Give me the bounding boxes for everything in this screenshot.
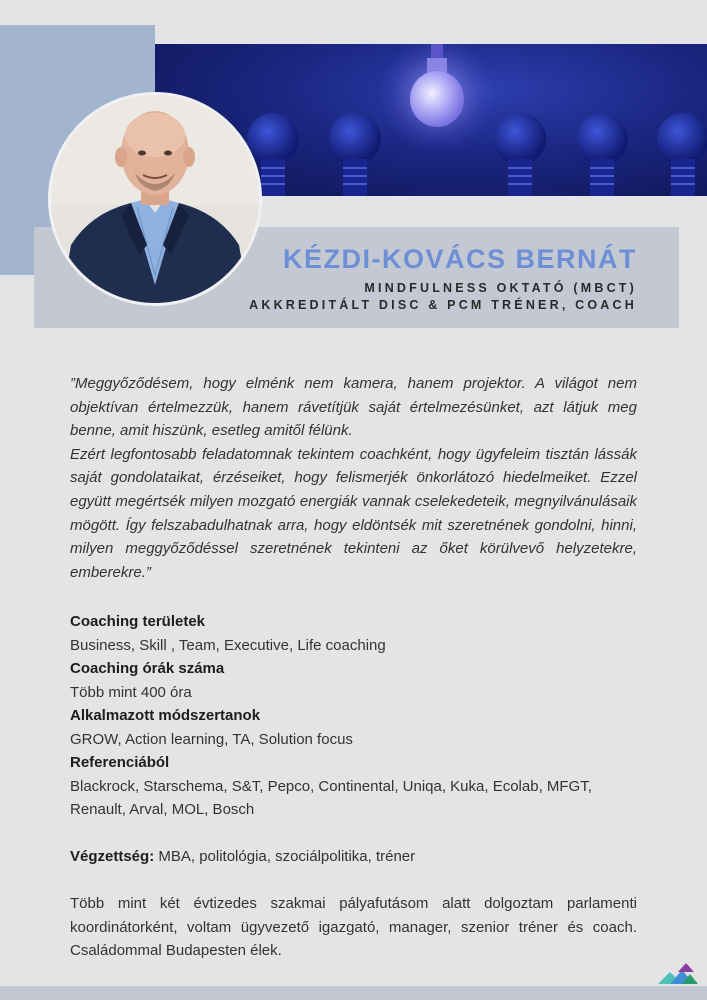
- main-content: [70, 372, 637, 963]
- avatar: [48, 92, 262, 306]
- footer-bar: [0, 986, 707, 1000]
- education-label: Végzettség:: [70, 847, 155, 865]
- areas-value: Business, Skill , Team, Executive, Life coaching: [70, 636, 386, 654]
- education-value: MBA, politológia, szociálpolitika, tréner: [154, 847, 416, 865]
- areas-heading: Coaching területek: [70, 613, 206, 631]
- methods-value: GROW, Action learning, TA, Solution focus: [70, 730, 353, 748]
- quote-block: [70, 372, 637, 584]
- references-heading: Referenciából: [70, 754, 170, 772]
- bulb-5-icon: [657, 113, 707, 196]
- quote-paragraph-1: ”Meggyőződésem, hogy elménk nem kamera, hanem projektor. A világot nem objektívan értelmezzük, hanem rávetítjük saját értelmezésünket, azt látjuk meg benne, amit hiszünk, esetleg amitől félünk.: [70, 375, 637, 440]
- subtitle-line-1: MINDFULNESS OKTATÓ (MBCT): [364, 281, 637, 295]
- bulb-2-icon: [329, 113, 381, 196]
- methods-heading: Alkalmazott módszertanok: [70, 707, 261, 725]
- person-name: KÉZDI-KOVÁCS BERNÁT: [282, 244, 637, 274]
- brand-logo-icon: [656, 960, 700, 986]
- bulb-4-icon: [576, 113, 628, 196]
- education-line: [70, 845, 637, 869]
- bio-paragraph: Több mint két évtizedes szakmai pályafutásom alatt dolgoztam parlamenti koordinátorként, voltam ügyvezető igazgató, manager, szenior tréner és coach. Családommal Budapesten élek.: [70, 895, 637, 960]
- subtitle-line-2: AKKREDITÁLT DISC & PCM TRÉNER, COACH: [249, 298, 637, 312]
- references-value: Blackrock, Starschema, S&T, Pepco, Continental, Uniqa, Kuka, Ecolab, MFGT, Renault, Arval, MOL, Bosch: [70, 777, 592, 819]
- info-section: [70, 610, 637, 822]
- quote-paragraph-2: Ezért legfontosabb feladatomnak tekintem coachként, hogy ügyfeleim tisztán lássák saját gondolataikat, érzéseiket, hogy felismerjék önkorlátozó hiedelmeiket. Ezzel együtt megértsék milyen mozgató energiák vannak cselekedeteik, megnyilvánulásaik mögött. Így felszabadulhatnak arra, hogy eldöntsék mit szeretnének gondolni, hinni, milyen meggyőződéssel szeretnének tekinteni az őket körülvevő helyzetekre, emberekre.”: [70, 445, 637, 581]
- bulb-3-icon: [494, 113, 546, 196]
- hours-value: Több mint 400 óra: [70, 683, 192, 701]
- portrait-illustration: [51, 95, 259, 303]
- hours-heading: Coaching órák száma: [70, 660, 225, 678]
